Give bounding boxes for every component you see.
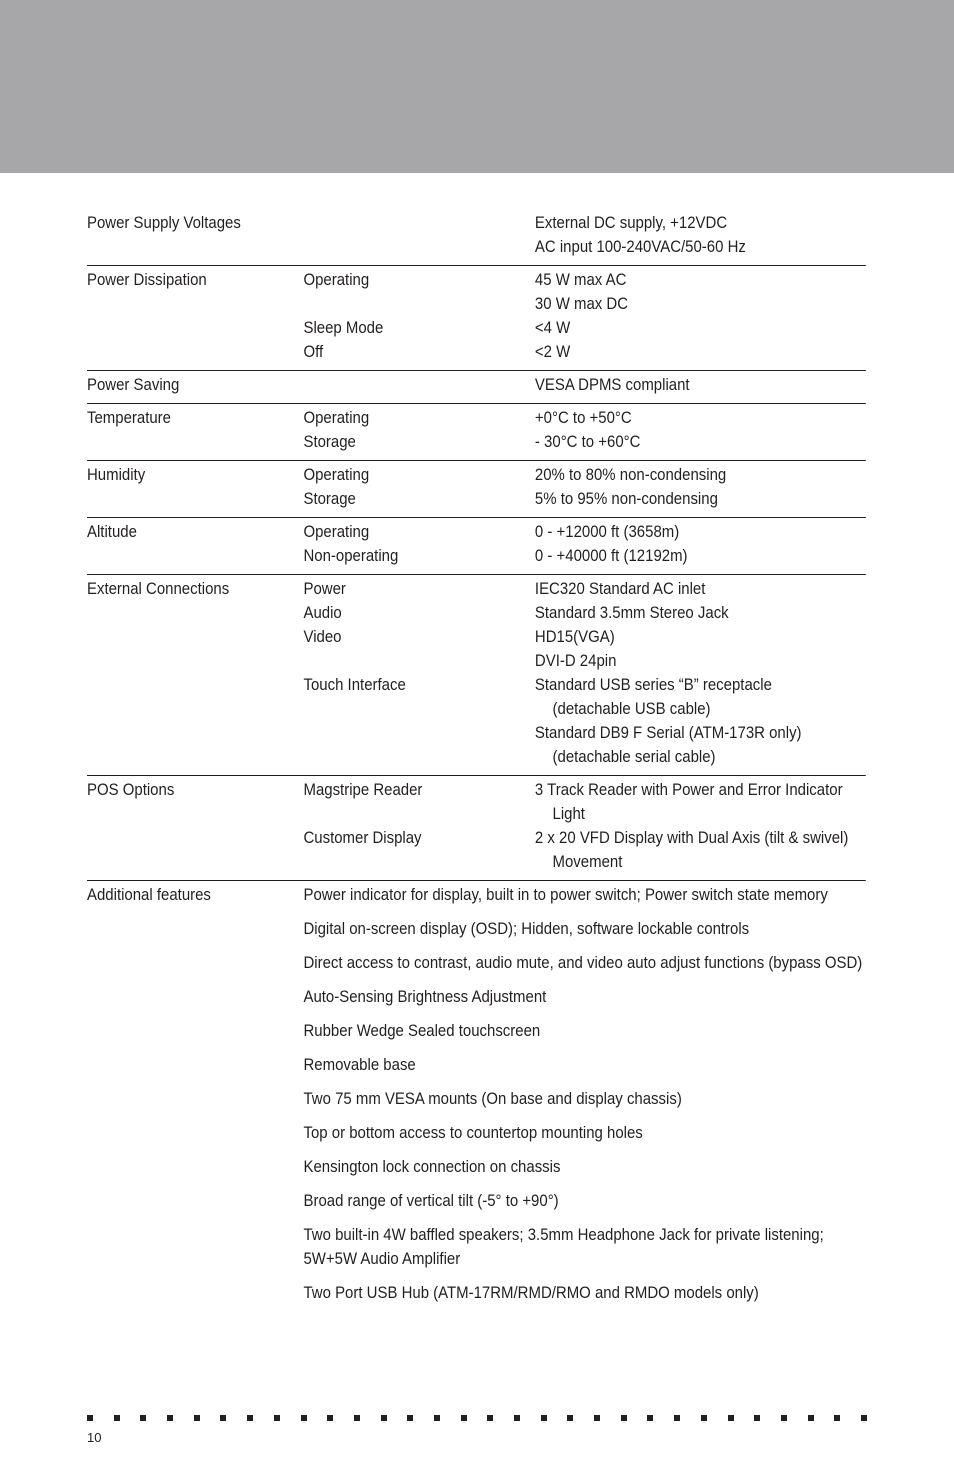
spec-values bbox=[535, 268, 866, 316]
footer-dot bbox=[541, 1415, 547, 1421]
footer-dot bbox=[487, 1415, 493, 1421]
spec-value: 0 - +40000 ft (12192m) bbox=[534, 546, 688, 565]
feature-item: Top or bottom access to countertop mounting holes bbox=[303, 1123, 643, 1142]
spec-values bbox=[535, 544, 866, 568]
spec-label: Temperature bbox=[87, 408, 171, 427]
spec-values bbox=[535, 577, 866, 601]
spec-values bbox=[535, 340, 866, 364]
footer-dot bbox=[754, 1415, 760, 1421]
spec-label: External Connections bbox=[87, 579, 230, 598]
spec-condition: Non-operating bbox=[303, 546, 399, 565]
spec-label: Power Saving bbox=[87, 375, 180, 394]
spec-row bbox=[87, 776, 866, 881]
footer-dot bbox=[87, 1415, 93, 1421]
spec-table bbox=[87, 209, 866, 1321]
footer-dot bbox=[434, 1415, 440, 1421]
spec-row bbox=[87, 404, 866, 461]
spec-sub-row bbox=[87, 340, 866, 364]
page-number: 10 bbox=[87, 1430, 102, 1445]
spec-values bbox=[535, 430, 866, 454]
footer-dot bbox=[728, 1415, 734, 1421]
spec-sub-row bbox=[87, 430, 866, 454]
spec-values bbox=[535, 601, 866, 625]
footer-dot bbox=[701, 1415, 707, 1421]
spec-condition: Operating bbox=[303, 522, 370, 541]
footer-dot bbox=[167, 1415, 173, 1421]
spec-value: 5% to 95% non-condensing bbox=[534, 489, 718, 508]
footer-dot bbox=[140, 1415, 146, 1421]
feature-item: Auto-Sensing Brightness Adjustment bbox=[303, 987, 547, 1006]
spec-condition: Sleep Mode bbox=[303, 318, 384, 337]
spec-condition: Off bbox=[303, 342, 324, 361]
spec-condition: Operating bbox=[303, 270, 370, 289]
spec-row bbox=[87, 461, 866, 518]
spec-values bbox=[535, 463, 866, 487]
spec-values bbox=[535, 373, 866, 397]
spec-value: AC input 100-240VAC/50-60 Hz bbox=[534, 237, 746, 256]
spec-value: Standard USB series “B” receptacle bbox=[534, 675, 772, 694]
footer-dot bbox=[327, 1415, 333, 1421]
footer-dot bbox=[834, 1415, 840, 1421]
spec-value: DVI-D 24pin bbox=[534, 651, 617, 670]
spec-sub-row bbox=[87, 601, 866, 625]
footer-dot bbox=[354, 1415, 360, 1421]
footer-dot bbox=[647, 1415, 653, 1421]
footer-dot bbox=[594, 1415, 600, 1421]
spec-row bbox=[87, 266, 866, 371]
footer-dot bbox=[781, 1415, 787, 1421]
spec-condition: Storage bbox=[303, 489, 356, 508]
spec-value: IEC320 Standard AC inlet bbox=[534, 579, 706, 598]
spec-label: Humidity bbox=[87, 465, 146, 484]
spec-value: (detachable USB cable) bbox=[552, 699, 711, 718]
feature-item: Removable base bbox=[303, 1055, 416, 1074]
spec-value: Movement bbox=[552, 852, 623, 871]
spec-value: <4 W bbox=[534, 318, 571, 337]
spec-values bbox=[535, 673, 866, 769]
spec-value: 0 - +12000 ft (3658m) bbox=[534, 522, 680, 541]
spec-sub-row bbox=[87, 826, 866, 874]
spec-row bbox=[87, 518, 866, 575]
feature-item: Power indicator for display, built in to power switch; Power switch state memory bbox=[303, 885, 828, 904]
feature-item: Broad range of vertical tilt (-5° to +90°) bbox=[303, 1191, 559, 1210]
spec-condition bbox=[303, 211, 534, 259]
footer-dot bbox=[381, 1415, 387, 1421]
spec-value: 45 W max AC bbox=[534, 270, 627, 289]
spec-value: HD15(VGA) bbox=[534, 627, 615, 646]
additional-features-label: Additional features bbox=[87, 885, 211, 904]
spec-condition: Customer Display bbox=[303, 828, 422, 847]
spec-label: Power Dissipation bbox=[87, 270, 207, 289]
spec-value: 2 x 20 VFD Display with Dual Axis (tilt & swivel) bbox=[534, 828, 849, 847]
feature-item: Two Port USB Hub (ATM-17RM/RMD/RMO and RMDO models only) bbox=[303, 1283, 759, 1302]
spec-value: Standard 3.5mm Stereo Jack bbox=[534, 603, 729, 622]
feature-item: Two 75 mm VESA mounts (On base and display chassis) bbox=[303, 1089, 682, 1108]
footer-dot bbox=[220, 1415, 226, 1421]
footer-dot bbox=[274, 1415, 280, 1421]
spec-sub-row bbox=[87, 316, 866, 340]
footer-dot bbox=[674, 1415, 680, 1421]
spec-value: VESA DPMS compliant bbox=[534, 375, 690, 394]
spec-value: External DC supply, +12VDC bbox=[534, 213, 728, 232]
spec-value: 3 Track Reader with Power and Error Indicator bbox=[534, 780, 843, 799]
spec-value: 20% to 80% non-condensing bbox=[534, 465, 727, 484]
spec-values bbox=[535, 406, 866, 430]
spec-values bbox=[535, 826, 866, 874]
spec-condition: Touch Interface bbox=[303, 675, 406, 694]
feature-item: Two built-in 4W baffled speakers; 3.5mm Headphone Jack for private listening; 5W+5W Audio Amplifier bbox=[303, 1225, 824, 1268]
spec-row bbox=[87, 209, 866, 266]
footer-dots bbox=[87, 1415, 867, 1422]
spec-row bbox=[87, 371, 866, 404]
spec-condition: Audio bbox=[303, 603, 342, 622]
spec-sub-row bbox=[87, 487, 866, 511]
spec-value: Light bbox=[552, 804, 585, 823]
spec-condition: Storage bbox=[303, 432, 356, 451]
additional-features bbox=[87, 881, 866, 1321]
header-band bbox=[0, 0, 954, 173]
spec-values bbox=[535, 778, 866, 826]
spec-value: <2 W bbox=[534, 342, 571, 361]
feature-item: Digital on-screen display (OSD); Hidden, software lockable controls bbox=[303, 919, 750, 938]
spec-condition: Magstripe Reader bbox=[303, 780, 423, 799]
footer-dot bbox=[808, 1415, 814, 1421]
footer-dot bbox=[567, 1415, 573, 1421]
footer-dot bbox=[861, 1415, 867, 1421]
footer-dot bbox=[514, 1415, 520, 1421]
spec-condition: Video bbox=[303, 627, 342, 646]
spec-condition: Operating bbox=[303, 465, 370, 484]
spec-values bbox=[535, 211, 866, 259]
spec-values bbox=[535, 520, 866, 544]
footer-dot bbox=[194, 1415, 200, 1421]
spec-condition: Power bbox=[303, 579, 346, 598]
feature-item: Rubber Wedge Sealed touchscreen bbox=[303, 1021, 541, 1040]
spec-rows bbox=[87, 209, 866, 881]
footer-dot bbox=[621, 1415, 627, 1421]
footer-dot bbox=[461, 1415, 467, 1421]
spec-sub-row bbox=[87, 673, 866, 769]
spec-values bbox=[535, 625, 866, 673]
spec-value: - 30°C to +60°C bbox=[534, 432, 641, 451]
footer-dot bbox=[301, 1415, 307, 1421]
spec-condition: Operating bbox=[303, 408, 370, 427]
spec-values bbox=[535, 316, 866, 340]
spec-value: +0°C to +50°C bbox=[534, 408, 632, 427]
spec-condition bbox=[303, 373, 534, 397]
spec-label: POS Options bbox=[87, 780, 175, 799]
spec-label: Power Supply Voltages bbox=[87, 213, 241, 232]
spec-value: 30 W max DC bbox=[534, 294, 629, 313]
footer-dot bbox=[247, 1415, 253, 1421]
footer-dot bbox=[407, 1415, 413, 1421]
spec-value: (detachable serial cable) bbox=[552, 747, 716, 766]
spec-sub-row bbox=[87, 544, 866, 568]
footer-dot bbox=[114, 1415, 120, 1421]
spec-values bbox=[535, 487, 866, 511]
spec-label: Altitude bbox=[87, 522, 137, 541]
spec-value: Standard DB9 F Serial (ATM-173R only) bbox=[534, 723, 802, 742]
feature-item: Direct access to contrast, audio mute, and video auto adjust functions (bypass OSD) bbox=[303, 953, 863, 972]
spec-row bbox=[87, 575, 866, 776]
spec-sub-row bbox=[87, 625, 866, 673]
feature-item: Kensington lock connection on chassis bbox=[303, 1157, 561, 1176]
feature-list bbox=[87, 883, 866, 1305]
